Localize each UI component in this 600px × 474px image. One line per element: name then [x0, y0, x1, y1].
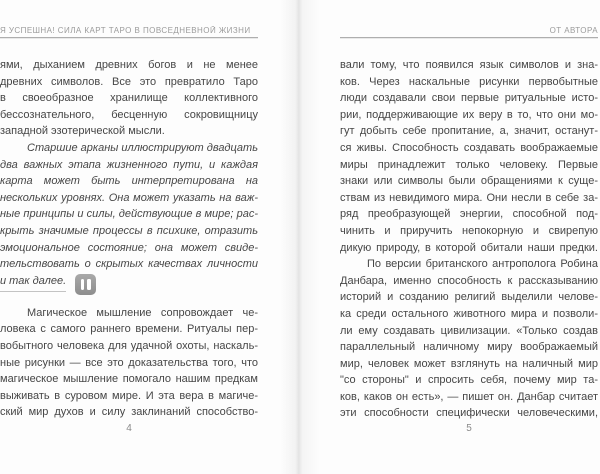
text-line: Магическое мышление сопровождает че-	[27, 306, 258, 319]
text-line: бессознательного, бесценную сокровищницу	[0, 108, 258, 121]
text-line: ряд преобразующей энергии, способной под-	[340, 208, 598, 221]
text-line: вобытного человека для удачной охоты, наскаль-	[0, 339, 258, 352]
text-line: в своеобразное хранилище коллективного	[0, 92, 258, 105]
left-page-body	[0, 57, 258, 421]
text-line: дикую природу, в которой обитали наши предки.	[340, 241, 598, 254]
left-page-number: 4	[126, 423, 132, 434]
text-line: ями, дыханием древних богов и не менее	[0, 59, 258, 71]
text-line: магическое мышление помогало нашим предкам	[0, 373, 258, 386]
text-line: люди создавали свои первые ритуальные исто-	[340, 92, 598, 105]
text-line: По версии британского антрополога Робина	[367, 258, 598, 271]
paragraph-continuation	[340, 57, 598, 256]
tts-position-row	[0, 273, 258, 297]
text-line: ли ему создавать цивилизации. «Только создав	[340, 324, 598, 337]
right-page	[340, 0, 598, 474]
left-page	[0, 0, 258, 474]
text-line: ствам из невидимого мира. Они несли в себе за-	[340, 191, 598, 204]
text-line: мир, человек может взглянуть на наличный мир	[340, 357, 598, 370]
text-line: древних символов. Все это превратило Таро	[0, 75, 258, 88]
paragraph-magic-thinking	[0, 305, 258, 421]
text-line: ловека с самого раннего времени. Ритуалы пер-	[0, 323, 258, 336]
text-line: Старшие арканы иллюстрируют двадцать	[27, 141, 258, 154]
text-line: два важных этапа жизненного пути, и каждая	[0, 158, 258, 171]
text-line: тельствовать о скрытых качествах личности	[0, 258, 258, 271]
right-page-number: 5	[466, 423, 472, 434]
tts-current-phrase: и так далее.	[0, 273, 66, 293]
text-line: эти способности специфически человеческими,	[340, 407, 598, 420]
right-running-head: ОТ АВТОРА	[549, 26, 598, 35]
text-line: выживать в суровом мире. И эта вера в магиче-	[0, 389, 258, 402]
text-line: историй и созданию религий выделили челове-	[340, 291, 598, 304]
text-line: вали тому, что появился язык символов и зна-	[340, 59, 598, 71]
text-line: карта может быть интерпретирована на	[0, 175, 258, 188]
text-line: гут добыть себе пропитание, а, значит, останут-	[340, 125, 598, 138]
text-line: ков, каков он есть», — пишет он. Данбар считает	[340, 390, 598, 403]
text-line: ков. Через наскальные рисунки первобытные	[340, 75, 598, 88]
paragraph-dunbar	[340, 256, 598, 422]
text-line: эмоциональное состояние; она может свиде-	[0, 241, 258, 254]
text-line: ся живы. Способность создавать воображаемые	[340, 141, 598, 154]
paragraph-quote-italic	[0, 140, 258, 273]
text-line: "со стороны" и спросить себя, почему мир та-	[340, 374, 598, 387]
text-line: чинить и приручить непокорную и свирепую	[340, 224, 598, 237]
text-line: ные рисунки — все это доказательства того, что	[0, 356, 258, 369]
right-head-rule	[340, 37, 598, 38]
text-line: крыть значимые процессы в психике, отразить	[0, 224, 258, 237]
text-line: Данбара, именно способность к рассказыванию	[340, 274, 598, 287]
text-line: ский мир духов и силу заклинаний способство-	[0, 406, 258, 419]
pause-icon[interactable]	[75, 274, 96, 295]
right-page-body	[340, 57, 598, 422]
text-line: нескольких уровнях. Она может указать на важ-	[0, 191, 258, 204]
text-line: ные принципы и силы, действующие в мире; рас-	[0, 208, 258, 221]
text-line: западной эзотерической мысли.	[0, 125, 165, 138]
text-line: параллельный наличному миру воображаемый	[340, 341, 598, 354]
left-running-head: Я УСПЕШНА! СИЛА КАРТ ТАРО В ПОВСЕДНЕВНОЙ ЖИЗНИ	[0, 26, 251, 35]
left-head-rule	[0, 37, 258, 38]
text-line: ка среди остального животного мира и позволи-	[340, 307, 598, 320]
paragraph-continuation	[0, 57, 258, 140]
text-line: знаки или символы были обращениями к суще-	[340, 175, 598, 188]
text-line: миры принадлежит только человеку. Первые	[340, 158, 598, 171]
book-spine-shadow	[280, 0, 320, 474]
text-line: рии, поддерживающие их веру в то, что они мо-	[340, 108, 598, 121]
